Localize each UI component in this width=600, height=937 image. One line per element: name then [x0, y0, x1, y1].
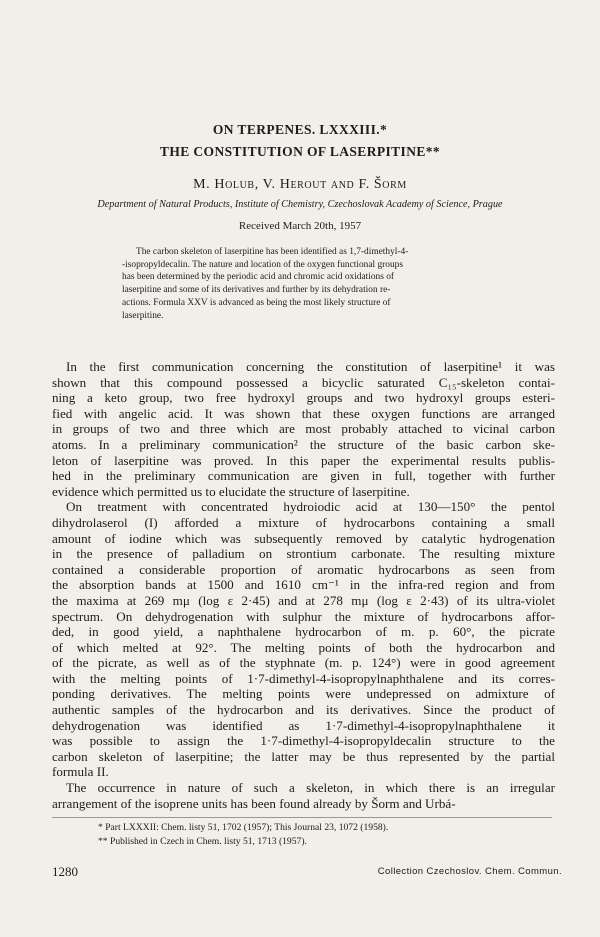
body-text — [52, 359, 555, 811]
authors: M. Holub, V. Herout and F. Šorm — [193, 177, 407, 192]
body-line: of the picrate, as well as of the styphnate (m. p. 124°) were in good agreement — [52, 655, 555, 671]
body-line: amount of iodine which was subsequently removed by catalytic hydrogenation — [52, 530, 555, 546]
body-line: in groups of two and three which are most probably attached to vicinal carbon — [52, 421, 555, 437]
body-line: In the first communication concerning the constitution of laserpitine¹ it was — [66, 359, 555, 374]
body-line: evidence which permitted us to elucidate the structure of laserpitine. — [52, 483, 410, 499]
body-line: ponding derivatives. The melting points were undepressed on admixture of — [52, 686, 555, 702]
affiliation: Department of Natural Products, Institute of Chemistry, Czechoslovak Academy of Science, Prague — [97, 199, 503, 210]
abstract-line: has been determined by the periodic acid and chromic acid oxidations of — [122, 272, 395, 283]
body-line: dihydrolaserol (I) afforded a mixture of hydrocarbons containing a small — [52, 514, 555, 530]
title-line-1: ON TERPENES. LXXXIII.* — [212, 122, 388, 137]
abstract-line: -isopropyldecalin. The nature and location of the oxygen functional groups — [122, 259, 403, 270]
body-line: On treatment with concentrated hydroiodic acid at 130—150° the pentol — [66, 499, 555, 515]
title-line-2: THE CONSTITUTION OF LASERPITINE** — [159, 144, 441, 159]
footnote-2: ** Published in Czech in Chem. listy 51, 1713 (1957). — [98, 836, 307, 847]
body-line: spectrum. On dehydrogenation with sulphur the mixture of hydrocarbons affor- — [52, 608, 555, 624]
abstract-line: actions. Formula XXV is advanced as being the most likely structure of — [122, 297, 391, 308]
abstract-line: laserpitine. — [122, 310, 164, 321]
body-line: ded, in good yield, a naphthalene hydrocarbon of m. p. 60°, the picrate — [52, 624, 555, 640]
body-line: leton of laserpitine was proved. In this paper the experimental results publis- — [52, 452, 555, 468]
body-line: carbon skeleton of laserpitine; the latter may be thus represented by the partial — [52, 748, 555, 764]
body-line: hed in the preliminary communication are given in full, together with further — [52, 468, 555, 484]
abstract-line: The carbon skeleton of laserpitine has been identified as 1,7-dimethyl-4- — [136, 247, 409, 257]
abstract-line: laserpitine and some of its derivatives and further by its dehydration re- — [122, 285, 391, 296]
body-line: was possible to assign the 1·7-dimethyl-4-isopropyldecalin structure to the — [52, 733, 555, 749]
body-line: dehydrogenation was identified as 1·7-dimethyl-4-isopropylnaphthalene it — [52, 717, 555, 733]
body-line: atoms. In a preliminary communication² the structure of the basic carbon ske- — [52, 436, 555, 452]
page-number: 1280 — [52, 864, 78, 879]
body-line: authentic samples of the hydrocarbon and its derivatives. Since the product of — [52, 702, 555, 718]
body-line: contained a considerable proportion of aromatic hydrocarbons as seen from — [52, 561, 555, 577]
body-line: arrangement of the isoprene units has been found already by Šorm and Urbá- — [52, 795, 456, 811]
body-line: with the melting points of 1·7-dimethyl-4-isopropylnaphthalene and its corres- — [52, 670, 555, 686]
footnote-1: * Part LXXXII: Chem. listy 51, 1702 (1957); This Journal 23, 1072 (1958). — [98, 822, 389, 833]
body-line: formula II. — [52, 764, 109, 780]
abstract — [122, 246, 512, 322]
body-line: shown that this compound possessed a bicyclic saturated C₁₅-skeleton contai- — [52, 374, 555, 390]
received-date: Received March 20th, 1957 — [238, 220, 362, 232]
body-line: of which melted at 92°. The melting points of both the hydrocarbon and — [52, 639, 555, 655]
body-line: fied with angelic acid. It was shown that these oxygen functions are arranged — [52, 405, 555, 421]
journal-name: Collection Czechoslov. Chem. Commun. — [377, 866, 562, 877]
body-line: in the presence of palladium on strontium carbonate. The resulting mixture — [52, 546, 555, 562]
body-line: ning a keto group, two free hydroxyl groups and two hydroxyl groups esteri- — [52, 390, 555, 406]
body-line: The occurrence in nature of such a skeleton, in which there is an irregular — [66, 780, 555, 796]
body-line: the absorption bands at 1500 and 1610 cm⁻¹ in the infra-red region and from — [52, 577, 555, 593]
footnote-divider — [52, 817, 552, 818]
body-line: the maxima at 269 mμ (log ε 2·45) and at 278 mμ (log ε 2·43) of its ultra-violet — [52, 592, 555, 608]
